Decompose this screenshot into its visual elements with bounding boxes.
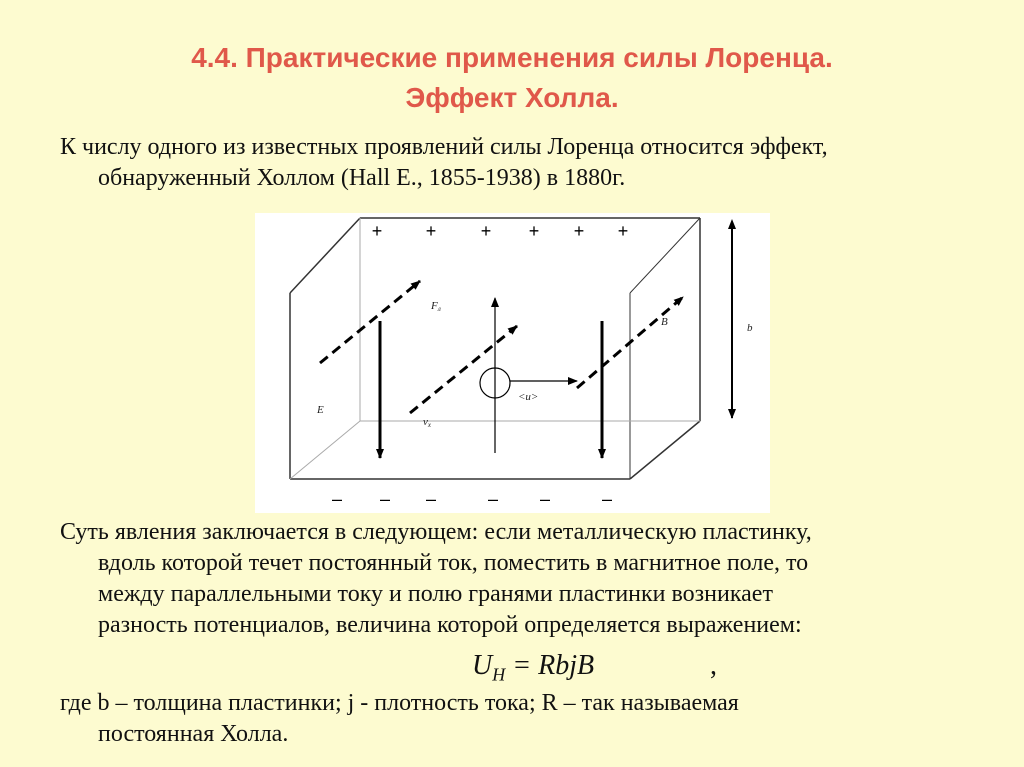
formula-comma: , <box>710 650 717 681</box>
label-thickness: b <box>747 322 753 334</box>
body-line-3: между параллельными току и полю гранями пластинки возникает <box>98 581 773 607</box>
plus-sign: + <box>371 221 383 241</box>
label-field-e: E <box>317 404 324 416</box>
plus-sign: + <box>573 221 585 241</box>
slide-title <box>0 38 1024 118</box>
label-field-b: B <box>661 316 668 328</box>
where-line-1: где b – толщина пластинки; j - плотность тока; R – так называемая <box>60 690 739 716</box>
intro-line-2: обнаруженный Холлом (Hall E., 1855-1938) в 1880г. <box>98 165 626 191</box>
plus-sign: + <box>617 221 629 241</box>
plus-sign: + <box>528 221 540 241</box>
label-avg-velocity: <u> <box>518 391 539 403</box>
formula-lhs-sub: H <box>492 664 506 685</box>
minus-sign: – <box>425 489 437 509</box>
title-line-1: 4.4. Практические применения силы Лоренца. <box>191 42 833 73</box>
hall-effect-diagram <box>255 213 770 513</box>
minus-sign: – <box>601 489 613 509</box>
body-line-4: разность потенциалов, величина которой определяется выражением: <box>98 612 802 638</box>
where-line-2: постоянная Холла. <box>98 721 289 747</box>
label-force: Fл <box>431 300 441 313</box>
plus-sign: + <box>425 221 437 241</box>
intro-line-1: К числу одного из известных проявлений силы Лоренца относится эффект, <box>60 134 828 160</box>
formula-rhs: = RbjB <box>505 650 595 681</box>
title-line-2: Эффект Холла. <box>405 82 619 113</box>
where-paragraph <box>60 688 996 750</box>
body-line-1: Суть явления заключается в следующем: если металлическую пластинку, <box>60 519 812 545</box>
intro-paragraph <box>60 132 996 194</box>
minus-sign: – <box>487 489 499 509</box>
formula-lhs: U <box>472 650 493 681</box>
minus-sign: – <box>331 489 343 509</box>
label-velocity: vx <box>423 416 431 429</box>
body-paragraph <box>60 517 996 641</box>
hall-formula <box>472 650 717 686</box>
body-line-2: вдоль которой течет постоянный ток, поместить в магнитное поле, то <box>98 550 809 576</box>
plus-sign: + <box>480 221 492 241</box>
minus-sign: – <box>379 489 391 509</box>
minus-sign: – <box>539 489 551 509</box>
field-line-b <box>320 281 420 363</box>
